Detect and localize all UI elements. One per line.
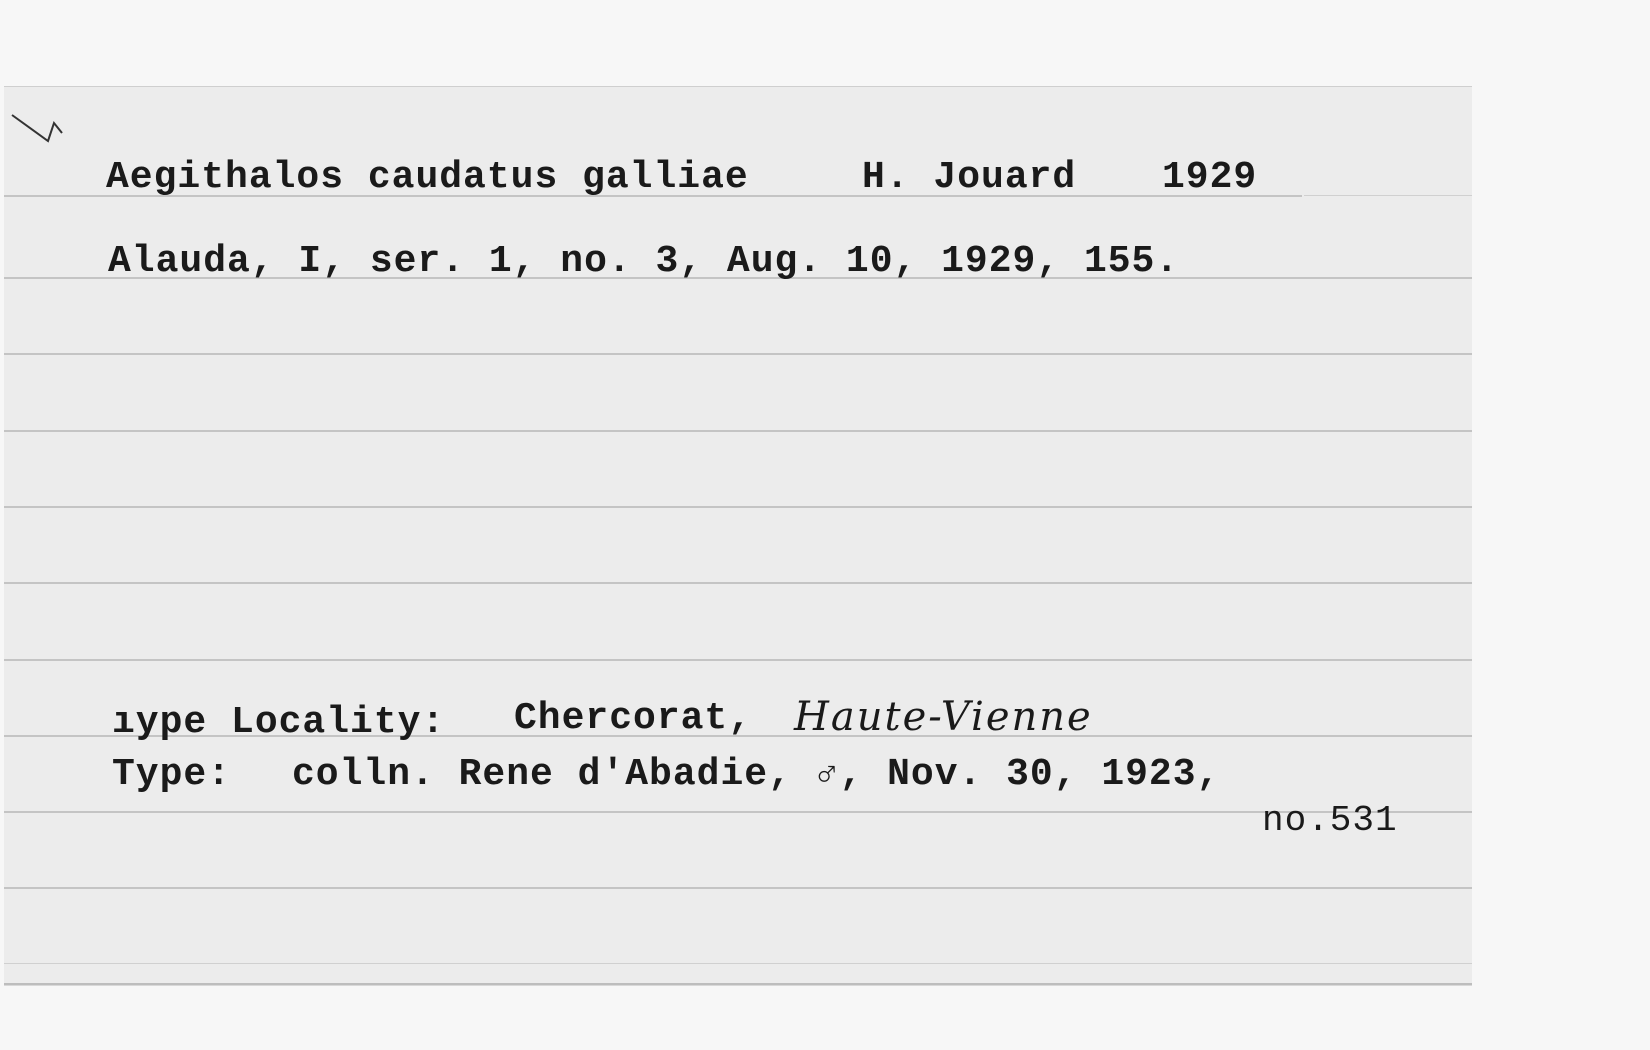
ruled-line <box>4 353 1472 355</box>
type-locality-handwritten: Haute-Vienne <box>794 694 1093 740</box>
year: 1929 <box>1162 156 1258 199</box>
index-card <box>4 86 1472 985</box>
ruled-line <box>4 887 1472 889</box>
citation: Alauda, I, ser. 1, no. 3, Aug. 10, 1929, 155. <box>108 240 1180 283</box>
ruled-line <box>4 430 1472 432</box>
ruled-line <box>4 963 1472 964</box>
specimen-number: no.531 <box>1262 800 1398 841</box>
ruled-line <box>4 659 1472 661</box>
type-locality-place: Chercorat, <box>514 697 753 740</box>
type-text: colln. Rene d'Abadie, ♂, Nov. 30, 1923, <box>292 753 1221 796</box>
check-mark-icon <box>10 111 66 147</box>
ruled-line <box>1304 195 1472 196</box>
ruled-line <box>4 506 1472 508</box>
type-locality-label: ıype Locality: <box>112 701 446 744</box>
author: H. Jouard <box>862 156 1077 199</box>
ruled-line <box>4 582 1472 584</box>
type-label: Type: <box>112 753 232 796</box>
species-name: Aegithalos caudatus galliae <box>106 156 749 199</box>
ruled-line <box>4 811 1472 813</box>
